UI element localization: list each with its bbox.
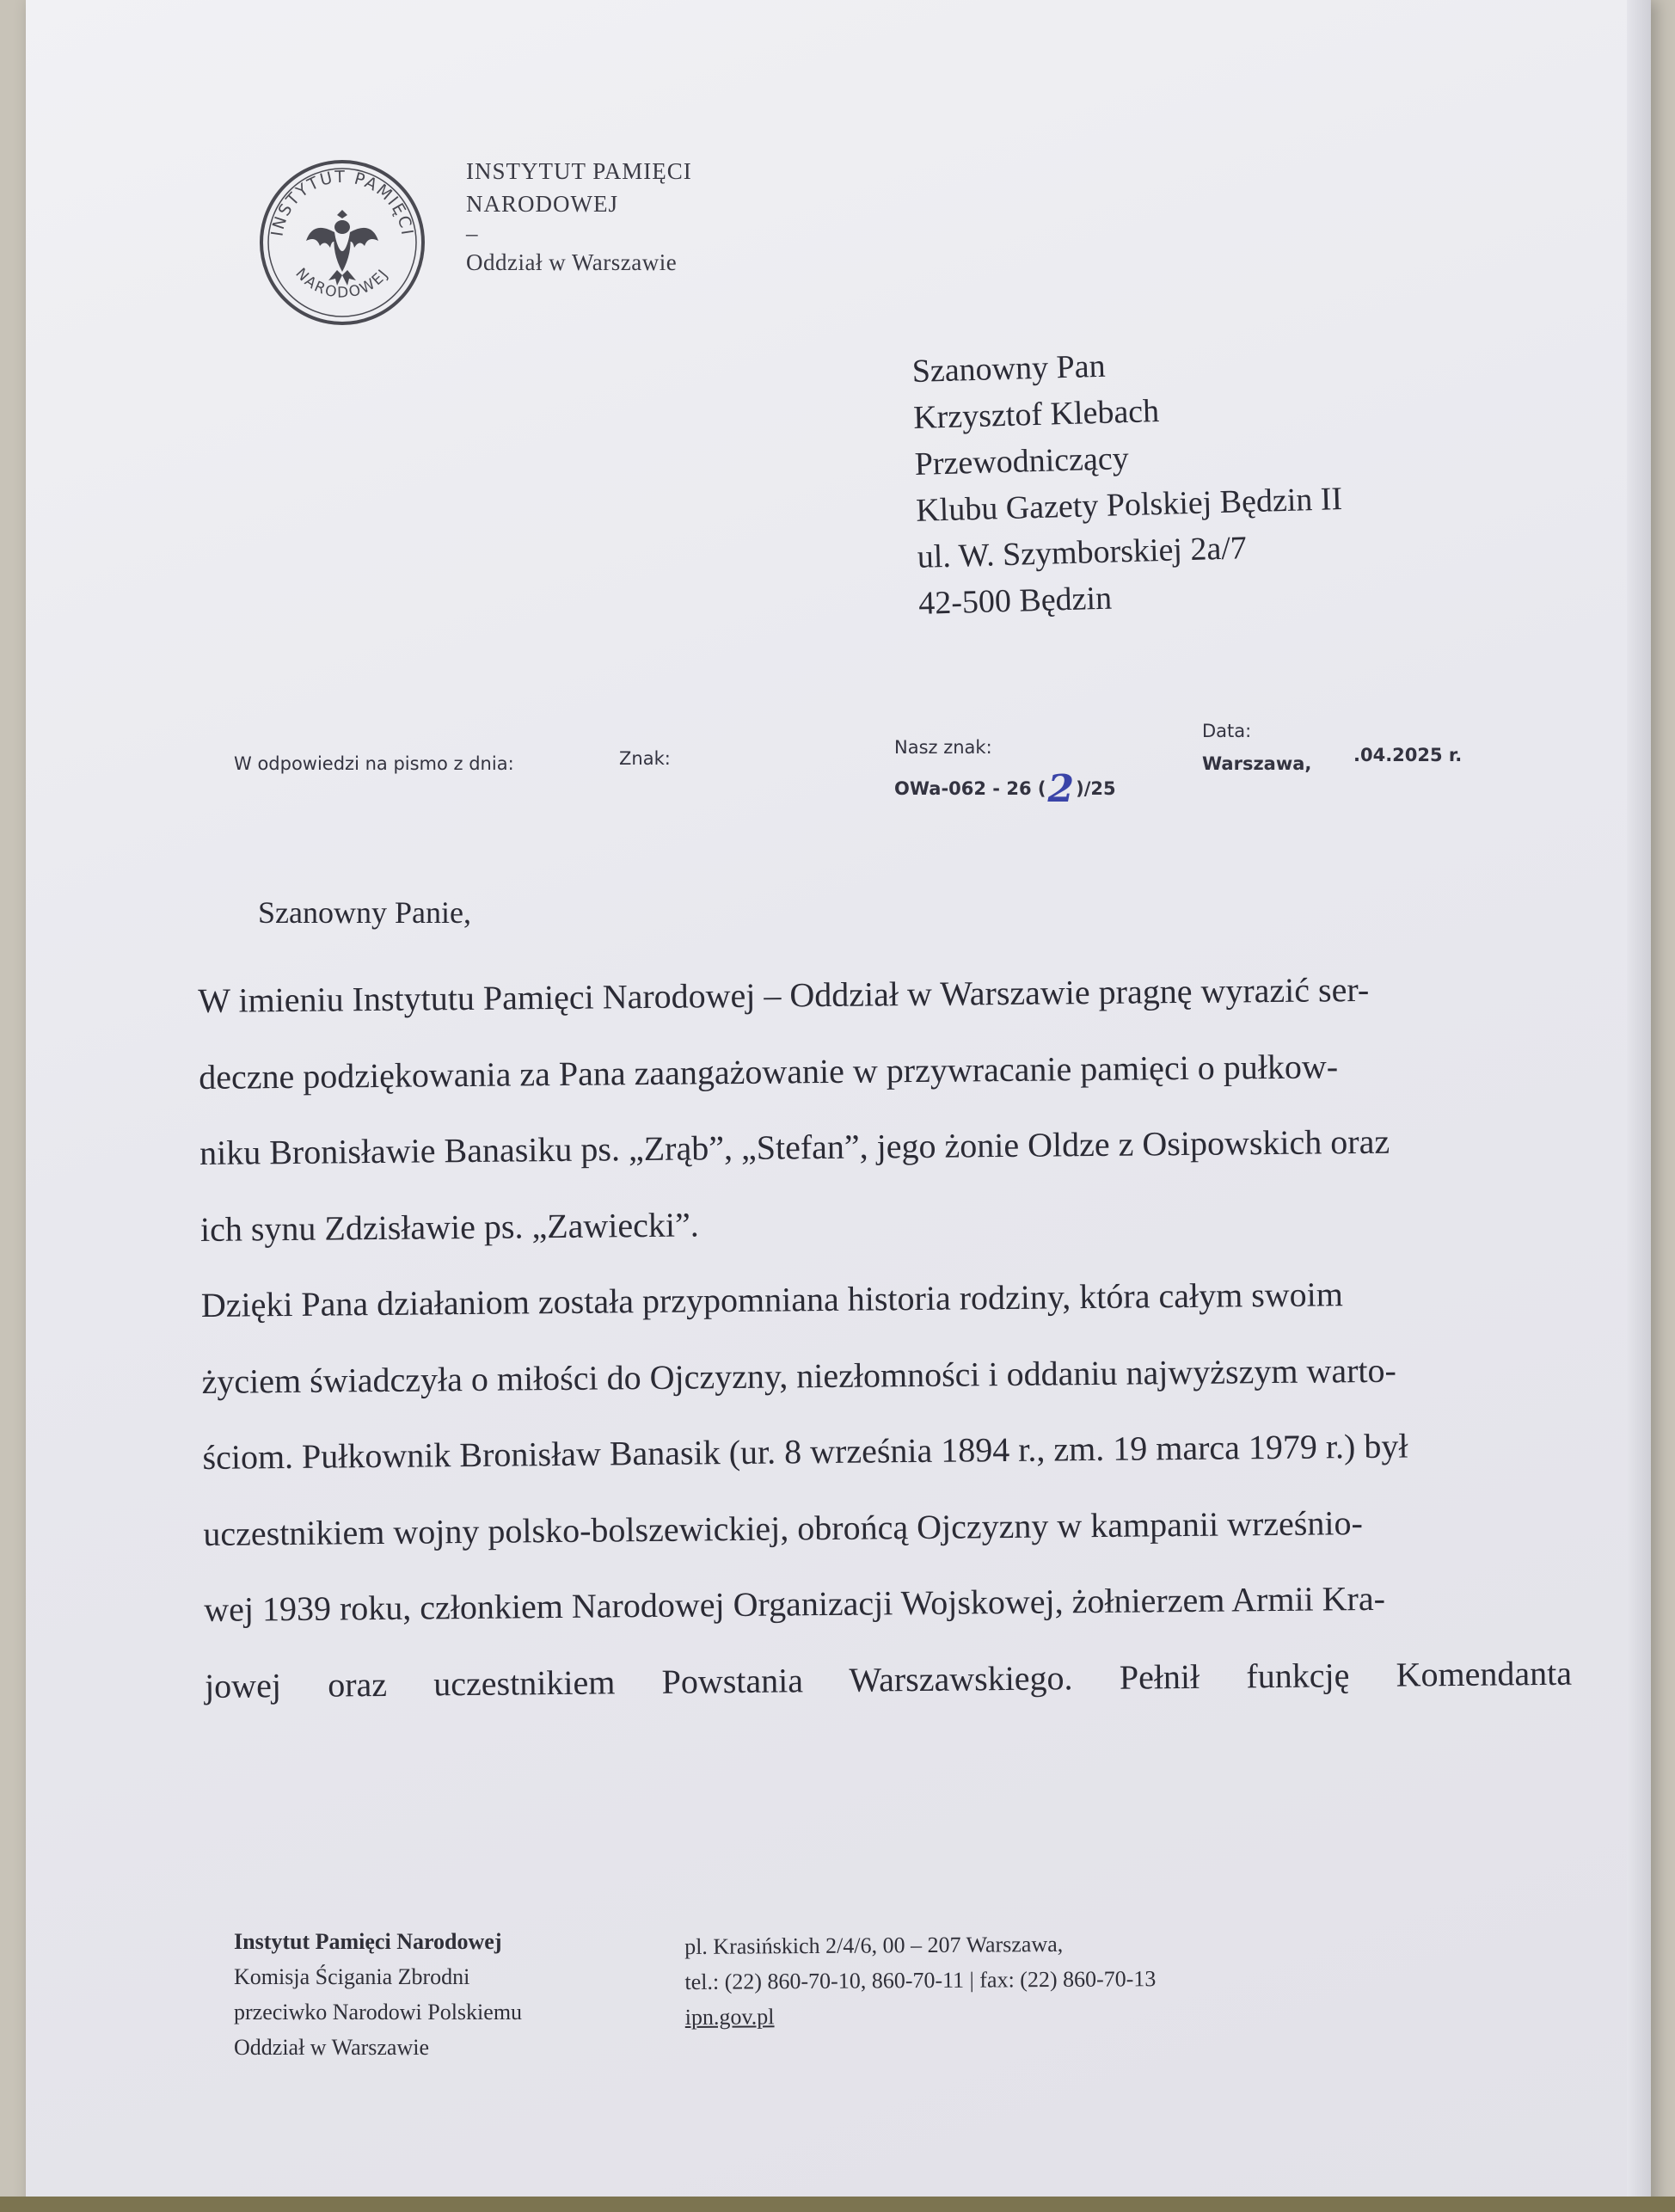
header-dash: –: [466, 220, 479, 246]
our-sign-prefix: OWa-062 - 26 (: [894, 778, 1046, 799]
body-line: jowej oraz uczestnikiem Powstania Warszawskiego. Pełnił funkcję Komendanta: [204, 1653, 1573, 1705]
date-place: Warszawa,: [1202, 753, 1312, 774]
institute-name-line1: INSTYTUT PAMIĘCI: [466, 158, 692, 184]
footer-org-name: Instytut Pamięci Narodowej: [234, 1929, 502, 1954]
footer-org-line: Komisja Ścigania Zbrodni: [234, 1964, 470, 1989]
date-value: .04.2025 r.: [1353, 745, 1463, 765]
recipient-line: 42-500 Będzin: [917, 580, 1113, 622]
footer-website-link[interactable]: ipn.gov.pl: [684, 2004, 775, 2030]
recipient-line: Przewodniczący: [914, 440, 1130, 482]
footer-phones: tel.: (22) 860-70-10, 860-70-11 | fax: (22) 860-70-13: [684, 1966, 1157, 1994]
reply-to-label: W odpowiedzi na pismo z dnia:: [234, 753, 514, 774]
our-sign-label: Nasz znak:: [894, 737, 992, 758]
letter-body: [198, 950, 1580, 1724]
recipient-address: [911, 336, 1346, 627]
footer-address: pl. Krasińskich 2/4/6, 00 – 207 Warszawa,: [684, 1931, 1064, 1959]
footer-org-line: Oddział w Warszawie: [234, 2035, 430, 2060]
body-line: uczestnikiem wojny polsko-bolszewickiej, obrońcą Ojczyzny w kampanii wrześnio-: [203, 1502, 1364, 1553]
letter-page: [26, 0, 1651, 2212]
our-sign-suffix: )/25: [1076, 778, 1116, 799]
body-line: Dzięki Pana działaniom została przypomniana historia rodziny, która całym swoim: [200, 1275, 1344, 1324]
body-line: deczne podziękowania za Pana zaangażowanie w przywracanie pamięci o pułkow-: [199, 1046, 1339, 1097]
sign-label: Znak:: [619, 748, 671, 769]
institute-branch: Oddział w Warszawie: [466, 249, 678, 275]
body-line: życiem świadczyła o miłości do Ojczyzny, niezłomności i oddaniu najwyższym warto-: [201, 1350, 1397, 1401]
salutation: Szanowny Panie,: [258, 895, 471, 930]
body-line: wej 1939 roku, członkiem Narodowej Organizacji Wojskowej, żołnierzem Armii Kra-: [203, 1578, 1386, 1629]
recipient-line: Klubu Gazety Polskiej Będzin II: [915, 481, 1343, 529]
ipn-seal-logo: [256, 157, 428, 329]
date-label: Data:: [1202, 721, 1252, 741]
table-surface: [0, 2197, 1675, 2212]
body-line: ich synu Zdzisławie ps. „Zawiecki”.: [199, 1204, 699, 1249]
page-edge: [1627, 0, 1651, 2212]
recipient-line: Szanowny Pan: [911, 347, 1107, 390]
body-line: W imieniu Instytutu Pamięci Narodowej – Oddział w Warszawie pragnę wyrazić ser-: [198, 969, 1370, 1020]
footer-organization: [234, 1924, 522, 2065]
footer-contact: [684, 1926, 1157, 2035]
recipient-line: ul. W. Szymborskiej 2a/7: [917, 530, 1248, 575]
recipient-line: Krzysztof Klebach: [912, 392, 1160, 436]
body-line: ściom. Pułkownik Bronisław Banasik (ur. 8 września 1894 r., zm. 19 marca 1979 r.) był: [202, 1426, 1408, 1477]
handwritten-number: 2: [1047, 767, 1075, 811]
svg-text:INSTYTUT PAMIĘCI: INSTYTUT PAMIĘCI: [267, 167, 417, 238]
svg-text:NARODOWEJ: NARODOWEJ: [291, 265, 393, 302]
footer-org-line: przeciwko Narodowi Polskiemu: [234, 2000, 523, 2025]
institute-header: [466, 155, 692, 279]
body-line: niku Bronisławie Banasiku ps. „Zrąb”, „Stefan”, jego żonie Oldze z Osipowskich oraz: [199, 1121, 1390, 1172]
institute-name-line2: NARODOWEJ: [466, 191, 618, 217]
our-sign-value: [894, 760, 1116, 811]
